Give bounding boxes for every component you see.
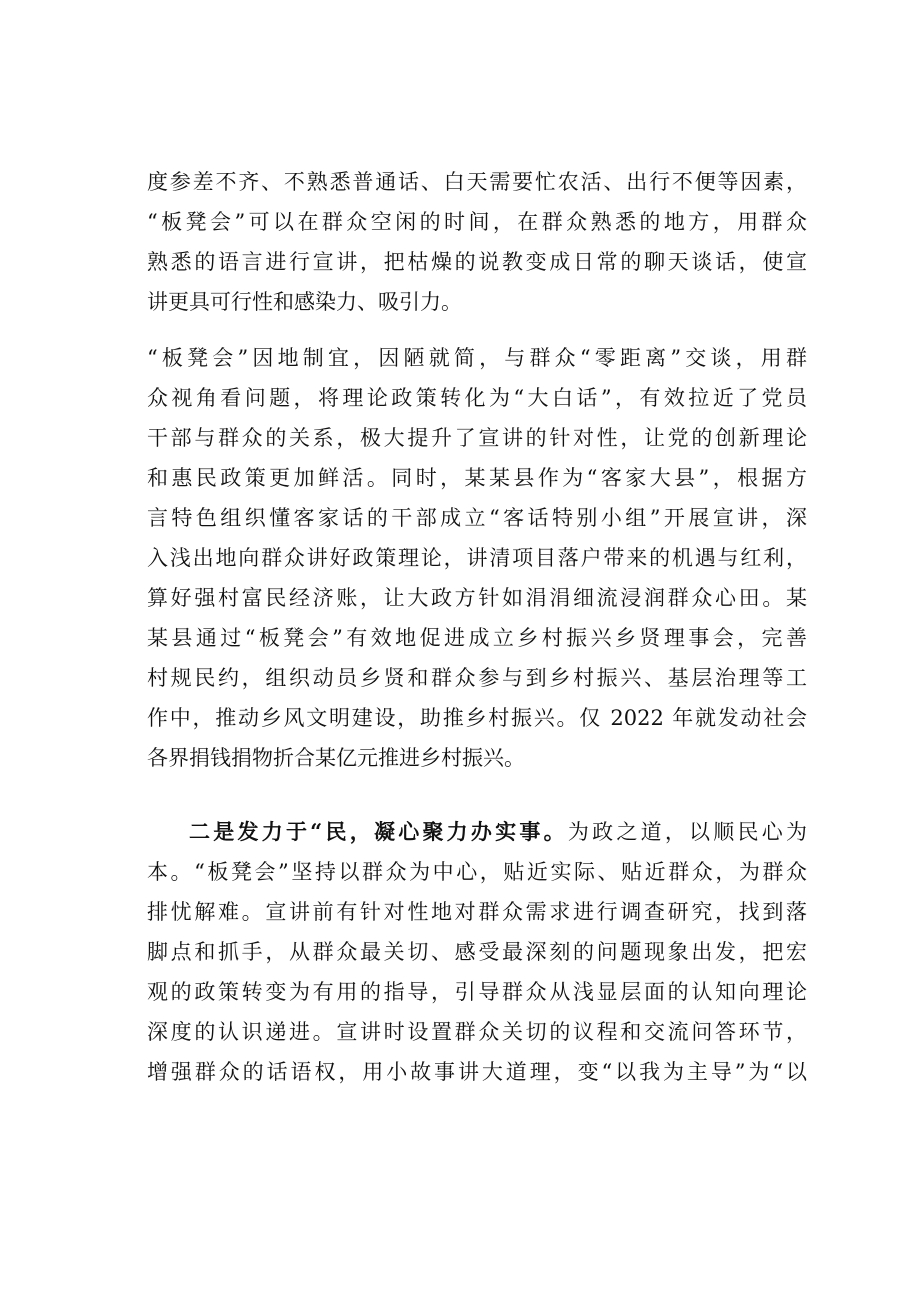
paragraph-line: 增强群众的话语权，用小故事讲大道理，变“以我为主导”为“以	[147, 1060, 807, 1084]
paragraph-line: 观的政策转变为有用的指导，引导群众从浅显层面的认知向理论	[147, 980, 807, 1004]
paragraph-line: 众视角看问题，将理论政策转化为“大白话”，有效拉近了党员	[147, 386, 807, 410]
paragraph-line: 熟悉的语言进行宣讲，把枯燥的说教变成日常的聊天谈话，使宣	[147, 250, 807, 274]
paragraph-line: 讲更具可行性和感染力、吸引力。	[147, 290, 462, 314]
paragraph-line: 村规民约，组织动员乡贤和群众参与到乡村振兴、基层治理等工	[147, 666, 807, 690]
paragraph-3	[147, 812, 807, 1092]
paragraph-2	[147, 338, 807, 778]
paragraph-line-rest: 为政之道，以顺民心为	[567, 820, 808, 844]
paragraph-line: 算好强村富民经济账，让大政方针如涓涓细流浸润群众心田。某	[147, 586, 807, 610]
paragraph-line: 度参差不齐、不熟悉普通话、白天需要忙农活、出行不便等因素，	[147, 170, 807, 194]
paragraph-line: 各界捐钱捐物折合某亿元推进乡村振兴。	[147, 746, 525, 770]
paragraph-first-line	[147, 812, 807, 852]
paragraph-line: “板凳会”可以在群众空闲的时间，在群众熟悉的地方，用群众	[147, 210, 807, 234]
paragraph-line: 本。“板凳会”坚持以群众为中心，贴近实际、贴近群众，为群众	[147, 860, 807, 884]
paragraph-line: 深度的认识递进。宣讲时设置群众关切的议程和交流问答环节，	[147, 1020, 807, 1044]
paragraph-line: 言特色组织懂客家话的干部成立“客话特别小组”开展宣讲，深	[147, 506, 807, 530]
paragraph-1	[147, 162, 807, 322]
paragraph-line: 脚点和抓手，从群众最关切、感受最深刻的问题现象出发，把宏	[147, 940, 807, 964]
paragraph-line: 干部与群众的关系，极大提升了宣讲的针对性，让党的创新理论	[147, 426, 807, 450]
paragraph-line: 作中，推动乡风文明建设，助推乡村振兴。仅 2022 年就发动社会	[147, 706, 807, 730]
paragraph-line: 排忧解难。宣讲前有针对性地对群众需求进行调查研究，找到落	[147, 900, 807, 924]
paragraph-line: 入浅出地向群众讲好政策理论，讲清项目落户带来的机遇与红利，	[147, 546, 807, 570]
paragraph-line: 和惠民政策更加鲜活。同时，某某县作为“客家大县”，根据方	[147, 466, 807, 490]
paragraph-line: “板凳会”因地制宜，因陋就简，与群众“零距离”交谈，用群	[147, 346, 807, 370]
paragraph-line: 某县通过“板凳会”有效地促进成立乡村振兴乡贤理事会，完善	[147, 626, 807, 650]
paragraph-heading: 二是发力于“民，凝心聚力办实事。	[189, 819, 568, 844]
